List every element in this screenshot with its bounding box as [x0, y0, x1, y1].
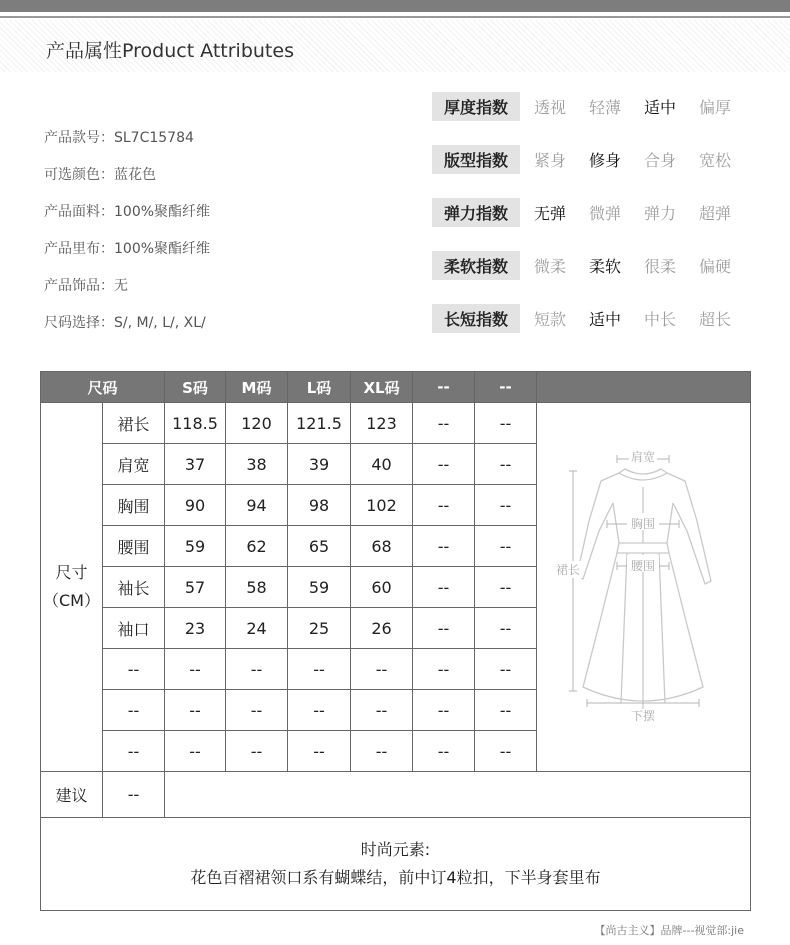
table-cell: --	[413, 444, 475, 485]
table-cell: --	[413, 731, 475, 772]
table-cell: --	[413, 649, 475, 690]
index-label: 弹力指数	[432, 198, 520, 227]
table-cell: --	[165, 649, 226, 690]
diagram-label-length: 裙长	[556, 563, 581, 577]
table-cell: 62	[226, 526, 288, 567]
table-cell: --	[475, 403, 537, 444]
index-option: 适中	[589, 310, 622, 329]
index-option: 偏厚	[699, 98, 732, 117]
attr-sizes: 尺码选择：S/, M/, L/, XL/	[44, 315, 206, 331]
table-cell: 118.5	[165, 403, 226, 444]
table-cell: --	[165, 731, 226, 772]
suggest-empty	[165, 772, 751, 818]
table-cell: 57	[165, 567, 226, 608]
table-row	[41, 403, 751, 444]
attr-accessories: 产品饰品：无	[44, 278, 128, 294]
table-cell: 23	[165, 608, 226, 649]
footer-credit: 【尚古主义】品牌---视觉部:jie	[594, 924, 744, 937]
header-cell: 尺码	[41, 372, 165, 403]
table-cell: --	[288, 731, 351, 772]
dress-measure-diagram	[537, 403, 751, 772]
table-cell: 60	[351, 567, 413, 608]
table-cell: 26	[351, 608, 413, 649]
table-cell: --	[413, 690, 475, 731]
table-cell: --	[475, 731, 537, 772]
table-cell: 102	[351, 485, 413, 526]
table-cell: --	[288, 690, 351, 731]
index-option: 修身	[589, 151, 622, 170]
table-cell: --	[475, 649, 537, 690]
size-group-label-line1: 尺寸	[55, 563, 88, 582]
header-cell: --	[413, 372, 475, 403]
index-row-elasticity	[432, 198, 740, 251]
index-option: 超长	[699, 310, 732, 329]
table-cell: 120	[226, 403, 288, 444]
table-cell: 59	[288, 567, 351, 608]
index-row-thickness	[432, 92, 740, 145]
table-cell: 59	[165, 526, 226, 567]
table-cell: 98	[288, 485, 351, 526]
fashion-note-title: 时尚元素:	[360, 840, 431, 859]
index-option: 宽松	[699, 151, 732, 170]
table-cell: 袖口	[103, 608, 165, 649]
table-cell: --	[226, 690, 288, 731]
index-option: 弹力	[644, 204, 677, 223]
attr-fabric: 产品面料：100%聚酯纤维	[44, 204, 211, 220]
index-row-length	[432, 304, 740, 357]
table-cell: 40	[351, 444, 413, 485]
index-label: 厚度指数	[432, 92, 520, 121]
table-cell: --	[413, 567, 475, 608]
table-cell: 38	[226, 444, 288, 485]
table-cell: --	[103, 731, 165, 772]
index-panel	[432, 92, 740, 357]
index-option: 很柔	[644, 257, 677, 276]
index-option: 合身	[644, 151, 677, 170]
table-cell: 123	[351, 403, 413, 444]
attr-lining: 产品里布：100%聚酯纤维	[44, 241, 211, 257]
table-cell: --	[226, 731, 288, 772]
size-group-label	[41, 403, 103, 772]
index-option: 透视	[534, 98, 567, 117]
fashion-note-text: 花色百褶裙领口系有蝴蝶结，前中订4粒扣，下半身套里布	[190, 868, 601, 887]
index-option: 微柔	[534, 257, 567, 276]
attribute-list	[44, 128, 210, 350]
table-cell: --	[475, 608, 537, 649]
table-cell: --	[351, 690, 413, 731]
header-cell-empty	[537, 372, 751, 403]
section-title: 产品属性Product Attributes	[46, 40, 294, 62]
table-cell: 肩宽	[103, 444, 165, 485]
table-cell: --	[413, 526, 475, 567]
table-cell: --	[351, 731, 413, 772]
table-cell: --	[226, 649, 288, 690]
table-cell: 25	[288, 608, 351, 649]
top-divider-line	[0, 16, 790, 18]
table-cell: --	[103, 649, 165, 690]
table-cell: 90	[165, 485, 226, 526]
attr-style-number: 产品款号：SL7C15784	[44, 130, 194, 146]
index-row-fit	[432, 145, 740, 198]
table-cell: 胸围	[103, 485, 165, 526]
index-option: 柔软	[589, 257, 622, 276]
index-option: 紧身	[534, 151, 567, 170]
header-cell: L码	[288, 372, 351, 403]
index-option: 微弹	[589, 204, 622, 223]
header-cell: XL码	[351, 372, 413, 403]
table-cell: --	[475, 444, 537, 485]
suggest-label: 建议	[41, 772, 103, 818]
size-group-label-line2: （CM）	[43, 591, 100, 610]
index-option: 无弹	[534, 204, 567, 223]
table-cell: 37	[165, 444, 226, 485]
table-cell: 39	[288, 444, 351, 485]
index-label: 版型指数	[432, 145, 520, 174]
note-row	[41, 818, 751, 911]
table-cell: --	[475, 567, 537, 608]
header-cell: M码	[226, 372, 288, 403]
suggest-value: --	[103, 772, 165, 818]
diagram-label-waist: 腰围	[631, 559, 656, 573]
index-option: 超弹	[699, 204, 732, 223]
table-cell: 121.5	[288, 403, 351, 444]
index-label: 柔软指数	[432, 251, 520, 280]
table-cell: 腰围	[103, 526, 165, 567]
suggest-row	[41, 772, 751, 818]
attr-color: 可选颜色：蓝花色	[44, 167, 156, 183]
table-cell: --	[413, 403, 475, 444]
header-cell: --	[475, 372, 537, 403]
table-cell: 94	[226, 485, 288, 526]
table-cell: 24	[226, 608, 288, 649]
size-table	[40, 371, 751, 911]
index-option: 偏硬	[699, 257, 732, 276]
table-cell: 68	[351, 526, 413, 567]
table-cell: --	[475, 690, 537, 731]
table-cell: --	[413, 608, 475, 649]
table-cell: --	[475, 485, 537, 526]
table-cell: --	[475, 526, 537, 567]
size-table-header	[41, 372, 751, 403]
table-cell: 袖长	[103, 567, 165, 608]
diagram-label-hem: 下摆	[631, 709, 656, 723]
index-row-softness	[432, 251, 740, 304]
table-cell: --	[413, 485, 475, 526]
index-option: 轻薄	[589, 98, 622, 117]
index-option: 中长	[644, 310, 677, 329]
table-cell: --	[165, 690, 226, 731]
index-option: 适中	[644, 98, 677, 117]
table-cell: --	[103, 690, 165, 731]
table-cell: --	[351, 649, 413, 690]
table-cell: 裙长	[103, 403, 165, 444]
top-divider-bar	[0, 0, 790, 12]
table-cell: 58	[226, 567, 288, 608]
diagram-label-chest: 胸围	[631, 517, 656, 531]
table-cell: 65	[288, 526, 351, 567]
table-cell: --	[288, 649, 351, 690]
fashion-note	[41, 818, 751, 911]
index-label: 长短指数	[432, 304, 520, 333]
index-option: 短款	[534, 310, 567, 329]
diagram-label-shoulder: 肩宽	[631, 450, 656, 464]
header-cell: S码	[165, 372, 226, 403]
